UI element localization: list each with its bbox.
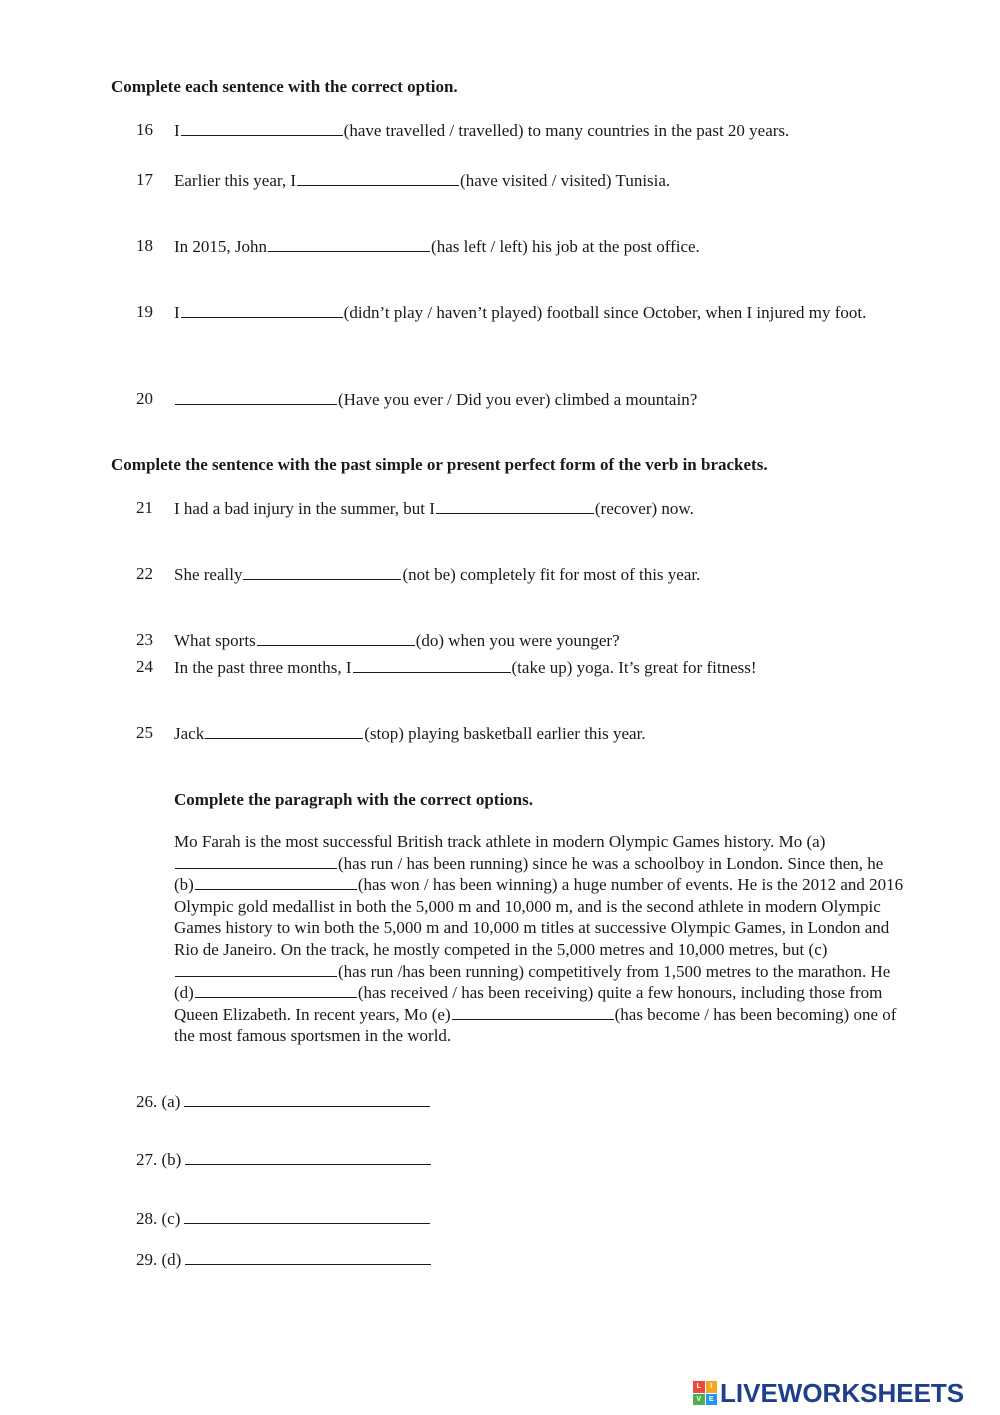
question-text (174, 120, 904, 142)
question-number: 16 (136, 120, 153, 139)
question-text (174, 564, 904, 586)
question-prefix: She really (174, 565, 243, 584)
paragraph-label: (c) (808, 939, 828, 959)
paragraph-label: (a) (806, 832, 826, 851)
answer-line-29 (136, 1249, 432, 1270)
answer-blank[interactable] (268, 236, 430, 252)
answer-blank[interactable] (185, 1249, 431, 1265)
answer-blank[interactable] (436, 498, 594, 514)
question-prefix: I (174, 121, 180, 140)
answer-line-28 (136, 1208, 431, 1229)
question-options: (stop) playing basketball earlier this year. (364, 724, 646, 743)
answer-blank-a[interactable] (175, 853, 337, 869)
question-number: 19 (136, 302, 153, 321)
answer-blank[interactable] (243, 564, 401, 580)
question-text (174, 236, 904, 258)
logo-tile: E (706, 1394, 718, 1406)
question-number: 18 (136, 236, 153, 255)
liveworksheets-logo (693, 1378, 993, 1408)
paragraph-text: (has become / has been becoming) one of the most famous sportsmen in the world. (174, 1004, 897, 1046)
section1-heading: Complete each sentence with the correct option. (111, 77, 458, 96)
answer-label: 29. (d) (136, 1250, 182, 1269)
question-prefix: In 2015, John (174, 237, 268, 256)
question-prefix: I had a bad injury in the summer, but I (174, 499, 435, 518)
question-prefix: Earlier this year, I (174, 171, 297, 190)
question-text (174, 389, 904, 411)
question-number: 23 (136, 630, 153, 649)
question-options: (take up) yoga. It’s great for fitness! (511, 658, 757, 677)
answer-blank[interactable] (297, 170, 459, 186)
question-number: 25 (136, 723, 153, 742)
paragraph-text: (has run / has been running) since he was a schoolboy in London. Since then, he (338, 853, 884, 873)
question-prefix: What sports (174, 631, 256, 650)
question-text (174, 302, 884, 324)
answer-label: 27. (b) (136, 1150, 182, 1169)
question-options: (Have you ever / Did you ever) climbed a mountain? (338, 390, 698, 409)
question-number: 22 (136, 564, 153, 583)
question-options: (not be) completely fit for most of this year. (402, 565, 701, 584)
answer-blank[interactable] (184, 1208, 430, 1224)
paragraph-text: (has won / has been winning) a huge number of events. He is the 2012 and 2016 Olympic gold medallist in both the 5,000 m and 10,000 m, and is the second athlete in modern Olympic Games history to win both the 5,000 m and 10,000 m titles at successive Olympic Games, in London and Rio de Janeiro. On the track, he mostly competed in the 5,000 metres and 10,000 metres, but (174, 875, 904, 959)
answer-blank[interactable] (353, 657, 511, 673)
question-number: 20 (136, 389, 153, 408)
logo-text: LIVEWORKSHEETS (720, 1377, 965, 1408)
paragraph-label: (e) (431, 1004, 451, 1024)
answer-blank-b[interactable] (195, 874, 357, 890)
question-number: 24 (136, 657, 153, 676)
section3-heading: Complete the paragraph with the correct options. (174, 790, 534, 809)
answer-blank-c[interactable] (175, 961, 337, 977)
answer-label: 28. (c) (136, 1209, 181, 1228)
logo-tile: V (693, 1394, 705, 1406)
question-options: (have visited / visited) Tunisia. (460, 171, 671, 190)
paragraph-text: Mo Farah is the most successful British track athlete in modern Olympic Games history. Mo (174, 832, 803, 851)
question-prefix: Jack (174, 724, 205, 743)
answer-blank[interactable] (175, 389, 337, 405)
liveworksheets-logo-icon (693, 1381, 717, 1405)
question-prefix: I (174, 303, 180, 322)
answer-blank[interactable] (205, 723, 363, 739)
paragraph (174, 831, 906, 1047)
question-options: (didn’t play / haven’t played) football since October, when I injured my foot. (343, 303, 867, 322)
logo-tile: I (706, 1381, 718, 1393)
question-options: (has left / left) his job at the post office. (431, 237, 700, 256)
answer-blank[interactable] (181, 120, 343, 136)
answer-blank-d[interactable] (195, 982, 357, 998)
question-text (174, 630, 904, 652)
answer-label: 26. (a) (136, 1092, 181, 1111)
paragraph-label: (b) (174, 875, 194, 895)
paragraph-label: (d) (174, 983, 194, 1003)
answer-blank[interactable] (257, 630, 415, 646)
question-options: (do) when you were younger? (415, 631, 620, 650)
question-text (174, 498, 904, 520)
section2-heading: Complete the sentence with the past simple or present perfect form of the verb in brackets. (111, 455, 768, 474)
question-options: (recover) now. (594, 499, 694, 518)
answer-line-27 (136, 1149, 432, 1170)
answer-blank[interactable] (185, 1149, 431, 1165)
question-prefix: In the past three months, I (174, 658, 352, 677)
answer-blank-e[interactable] (452, 1004, 614, 1020)
question-text (174, 657, 904, 679)
paragraph-text: (has received / has been receiving) quite a few honours, including those from Queen Elizabeth. In recent years, Mo (174, 983, 883, 1024)
question-text (174, 170, 904, 192)
question-number: 21 (136, 498, 153, 517)
question-text (174, 723, 904, 745)
answer-blank[interactable] (181, 302, 343, 318)
logo-tile: L (693, 1381, 705, 1393)
question-options: (have travelled / travelled) to many countries in the past 20 years. (343, 121, 790, 140)
paragraph-text: (has run /has been running) competitively from 1,500 metres to the marathon. He (338, 961, 891, 981)
question-number: 17 (136, 170, 153, 189)
answer-blank[interactable] (184, 1091, 430, 1107)
answer-line-26 (136, 1091, 431, 1112)
